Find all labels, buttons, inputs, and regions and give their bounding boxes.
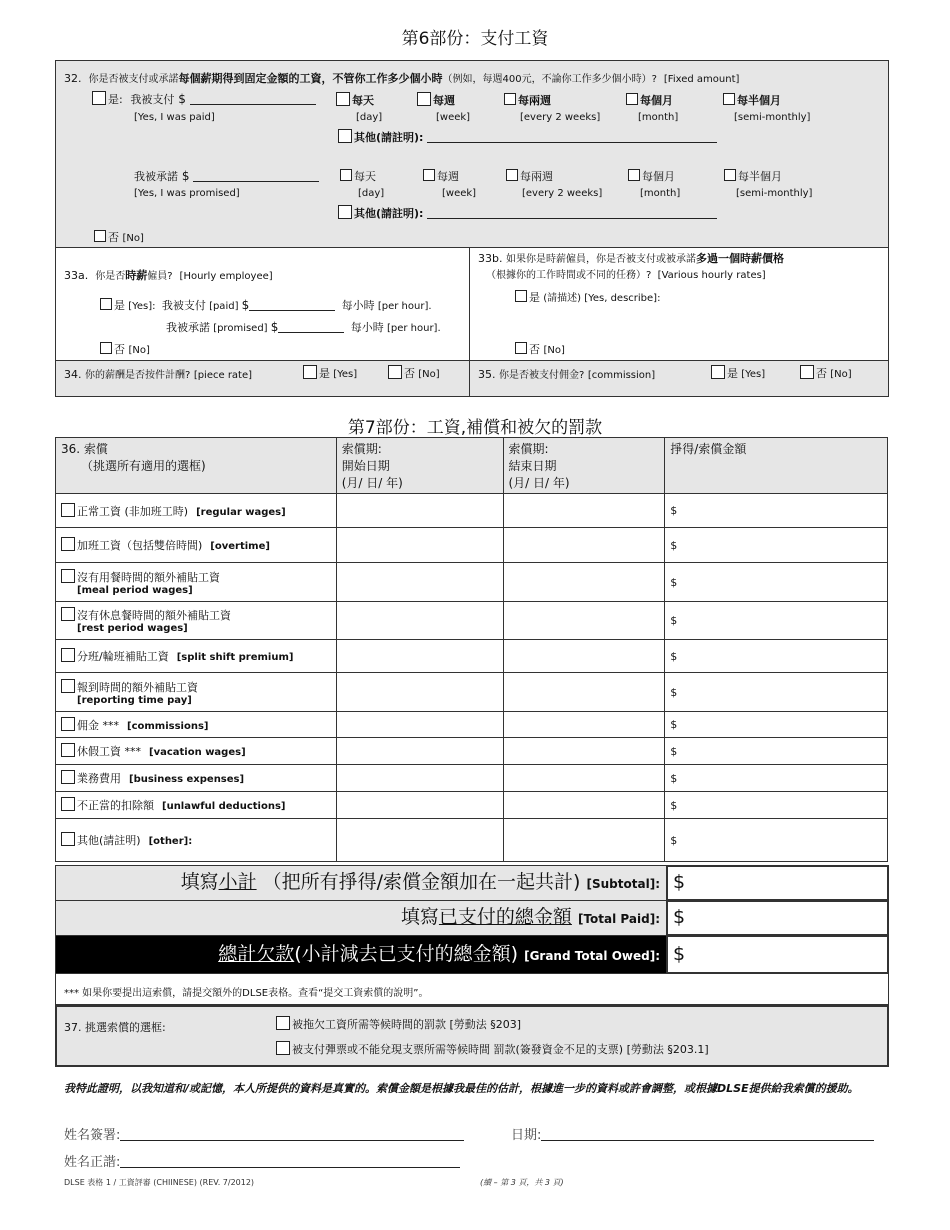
claim-checkbox[interactable]: [61, 743, 75, 757]
claim-row: [56, 602, 888, 640]
q32-prom-2weeks-checkbox[interactable]: [506, 169, 518, 181]
claim-type-label: 其他(請註明): [77, 834, 141, 847]
claims-header-end: 索償期: 結束日期 (月/ 日/ 年): [503, 438, 665, 494]
q32-paid-2weeks-en: [every 2 weeks]: [520, 112, 601, 123]
note-text: *** 如果你要提出這索償，請提交額外的DLSE表格。查看“提交工資索償的說明”。: [64, 988, 429, 999]
q33b-no: 否 [No]: [515, 341, 565, 357]
q32-paid-other: 其他(請註明):: [338, 129, 717, 145]
claim-start-date-cell[interactable]: [336, 563, 503, 602]
claim-type-label: 休假工資 ***: [77, 745, 141, 758]
q32-paid-month: 每個月: [626, 92, 673, 108]
claim-type-label: 沒有休息餐時間的額外補貼工資: [77, 609, 231, 622]
q33a-promised: 我被承諾 [promised] $ 每小時 [per hour].: [166, 320, 441, 334]
q32-prom-2weeks-en: [every 2 weeks]: [522, 188, 603, 199]
claim-amount-cell[interactable]: $: [665, 494, 888, 528]
claim-end-date-cell[interactable]: [503, 738, 665, 765]
claim-row: [56, 494, 888, 528]
q33a-no-checkbox[interactable]: [100, 342, 112, 354]
claim-start-date-cell[interactable]: [336, 819, 503, 862]
q32-prom-month-checkbox[interactable]: [628, 169, 640, 181]
footer-page: (續 – 第 3 頁，共 3 頁): [480, 1178, 564, 1187]
q32-paid-week-en: [week]: [436, 112, 471, 123]
claim-start-date-cell[interactable]: [336, 602, 503, 640]
claim-checkbox[interactable]: [61, 537, 75, 551]
q33b-no-checkbox[interactable]: [515, 342, 527, 354]
claim-end-date-cell[interactable]: [503, 792, 665, 819]
subtotal-label: 填寫小計 （把所有掙得/索償金額加在一起共計) [Subtotal]:: [180, 871, 660, 893]
q32-paid-other-checkbox[interactable]: [338, 129, 352, 143]
q32-paid-amount-field[interactable]: [190, 93, 316, 105]
q37-opt1: 被拖欠工資所需等候時間的罰款 [勞動法 §203]: [276, 1016, 521, 1032]
claim-type-label: 佣金 ***: [77, 718, 119, 732]
claim-start-date-cell[interactable]: [336, 528, 503, 563]
claim-amount-cell[interactable]: $: [665, 563, 888, 602]
claim-type-cell: [56, 738, 337, 765]
claim-row: [56, 640, 888, 673]
claim-type-en: [meal period wages]: [77, 584, 193, 596]
claim-type-en: [business expenses]: [129, 774, 245, 785]
q32-question: 32. 你是否被支付或承諾每個薪期得到固定金額的工資，不管你工作多少個小時（例如，每週400元，不論你工作多少個小時）? [Fixed amount]: [64, 72, 740, 85]
total-paid-value-box[interactable]: [666, 900, 889, 936]
q32-paid-day: 每天: [336, 92, 374, 108]
q32-paid-2weeks-checkbox[interactable]: [504, 93, 516, 105]
total-paid-label: 填寫已支付的總金額 [Total Paid]:: [400, 906, 660, 928]
q32-prom-2weeks: 每兩週: [506, 168, 553, 184]
print-name-field[interactable]: [120, 1154, 460, 1168]
claim-start-date-cell[interactable]: [336, 712, 503, 738]
claim-type-label: 報到時間的額外補貼工資: [77, 680, 198, 694]
q32-paid-month-checkbox[interactable]: [626, 93, 638, 105]
claim-checkbox[interactable]: [61, 797, 75, 811]
grand-total-dollar: $: [673, 943, 686, 965]
claim-end-date-cell[interactable]: [503, 494, 665, 528]
q32-prom-semimonthly: 每半個月: [724, 168, 782, 184]
q34-yes: 是 [Yes]: [303, 365, 357, 381]
claim-amount-cell[interactable]: $: [665, 819, 888, 862]
q32-prom-day-checkbox[interactable]: [340, 169, 352, 181]
claim-end-date-cell[interactable]: [503, 563, 665, 602]
claim-checkbox[interactable]: [61, 607, 75, 621]
claim-amount-cell[interactable]: $: [665, 640, 888, 673]
claim-checkbox[interactable]: [61, 770, 75, 784]
q32-no-checkbox[interactable]: [94, 230, 106, 242]
q32-yes-checkbox[interactable]: [92, 91, 106, 105]
q33b-question-2: （根據你的工作時間或不同的任務）? [Various hourly rates]: [486, 270, 766, 281]
claim-amount-cell[interactable]: $: [665, 712, 888, 738]
claim-type-label: 正常工資 (非加班工時): [77, 504, 189, 518]
claim-type-label: 分班/輪班補貼工資: [77, 650, 169, 663]
grand-total-label: 總計欠款(小計減去已支付的總金額) [Grand Total Owed]:: [218, 943, 660, 965]
q33a-paid-field[interactable]: [249, 299, 335, 311]
q32-prom-week: 每週: [423, 168, 459, 184]
claim-type-en: [regular wages]: [196, 506, 286, 518]
claim-row: [56, 738, 888, 765]
claim-type-cell: [56, 528, 337, 563]
footer-form-id: DLSE 表格 1 / 工資評審 (CHIINESE) (REV. 7/2012): [64, 1178, 255, 1187]
q37-opt1-checkbox[interactable]: [276, 1016, 290, 1030]
q32-prom-other: 其他(請註明):: [338, 205, 717, 221]
claim-checkbox[interactable]: [61, 717, 75, 731]
claims-header-type: 36. 索償 （挑選所有適用的選框): [56, 438, 337, 494]
claim-type-cell: [56, 494, 337, 528]
claim-end-date-cell[interactable]: [503, 765, 665, 792]
claim-type-en: [unlawful deductions]: [162, 801, 286, 812]
q32-promised-en: [Yes, I was promised]: [134, 188, 240, 199]
claim-type-en: [commissions]: [127, 720, 209, 732]
claim-type-label: 業務費用: [77, 772, 121, 785]
q32-paid-semimonthly: 每半個月: [723, 92, 781, 108]
q33a-question: 33a. 你是否時薪僱員? [Hourly employee]: [64, 269, 273, 282]
claim-type-cell: [56, 819, 337, 862]
claim-start-date-cell[interactable]: [336, 640, 503, 673]
q32-paid-en: [Yes, I was paid]: [134, 112, 215, 123]
claim-row: [56, 792, 888, 819]
q32-paid-month-en: [month]: [638, 112, 679, 123]
q32-yes-paid-row: 是: 我被支付 $: [92, 91, 316, 107]
q32-promised-row: 我被承諾 $: [134, 168, 319, 184]
q32-prom-month-en: [month]: [640, 188, 681, 199]
q33a-yes-paid: 是 [Yes]: 我被支付 [paid] $ 每小時 [per hour].: [100, 297, 432, 313]
claims-header-amount: 掙得/索償金額: [665, 438, 888, 494]
q37-label: 37. 挑選索償的選框:: [64, 1021, 166, 1034]
print-name-row: 姓名正諧:: [64, 1151, 460, 1170]
claim-end-date-cell[interactable]: [503, 640, 665, 673]
claim-amount-cell[interactable]: $: [665, 792, 888, 819]
q35-no-checkbox[interactable]: [800, 365, 814, 379]
signature-row: 姓名簽署:: [64, 1124, 464, 1143]
claim-type-en: [overtime]: [210, 541, 270, 552]
q32-prom-other-field[interactable]: [427, 207, 717, 219]
claim-end-date-cell[interactable]: [503, 712, 665, 738]
q32-paid-day-checkbox[interactable]: [336, 92, 350, 106]
claim-type-label: 沒有用餐時間的額外補貼工資: [77, 570, 220, 584]
claim-start-date-cell[interactable]: [336, 494, 503, 528]
claim-amount-cell[interactable]: $: [665, 528, 888, 563]
claim-start-date-cell[interactable]: [336, 673, 503, 712]
claim-type-en: [vacation wages]: [149, 747, 246, 758]
claim-amount-cell[interactable]: $: [665, 738, 888, 765]
part6-title: 第6部份：支付工資: [401, 29, 549, 49]
claim-type-cell: [56, 673, 337, 712]
claim-end-date-cell[interactable]: [503, 819, 665, 862]
claim-start-date-cell[interactable]: [336, 792, 503, 819]
q37-section: [55, 1005, 889, 1067]
claim-checkbox[interactable]: [61, 679, 75, 693]
q35-question: 35. 你是否被支付佣金? [commission]: [478, 368, 656, 381]
subtotal-dollar: $: [673, 871, 686, 893]
q32-prom-day-en: [day]: [358, 188, 385, 199]
q32-promised-amount-field[interactable]: [193, 170, 319, 182]
claim-start-date-cell[interactable]: [336, 738, 503, 765]
date-row: 日期:: [511, 1124, 874, 1143]
q32-prom-other-checkbox[interactable]: [338, 205, 352, 219]
claim-type-cell: [56, 640, 337, 673]
q32-prom-week-en: [week]: [442, 188, 477, 199]
claim-start-date-cell[interactable]: [336, 765, 503, 792]
q32-prom-month: 每個月: [628, 168, 675, 184]
q35-yes-checkbox[interactable]: [711, 365, 725, 379]
claims-table: [55, 437, 888, 862]
claim-type-cell: [56, 563, 337, 602]
claim-amount-cell[interactable]: $: [665, 765, 888, 792]
q32-paid-2weeks: 每兩週: [504, 92, 551, 108]
q34-yes-checkbox[interactable]: [303, 365, 317, 379]
claim-row: [56, 765, 888, 792]
part7-title: 第7部份：工資,補償和被欠的罰款: [347, 418, 603, 438]
claim-type-en: [other]:: [148, 836, 193, 847]
q33b-question: 33b. 如果你是時薪僱員，你是否被支付或被承諾多過一個時薪價格: [478, 252, 784, 265]
total-paid-dollar: $: [673, 906, 686, 928]
claim-type-cell: [56, 602, 337, 640]
q33b-yes: 是 (請描述) [Yes, describe]:: [515, 289, 660, 305]
date-field[interactable]: [541, 1127, 874, 1141]
q32-paid-week: 每週: [417, 92, 455, 108]
claim-checkbox[interactable]: [61, 832, 75, 846]
q32-paid-week-checkbox[interactable]: [417, 92, 431, 106]
claim-end-date-cell[interactable]: [503, 528, 665, 563]
q33b-yes-checkbox[interactable]: [515, 290, 527, 302]
claim-type-en: [reporting time pay]: [77, 694, 192, 706]
signature-field[interactable]: [120, 1127, 464, 1141]
q33a-promised-field[interactable]: [278, 321, 344, 333]
q32-paid-semimonthly-en: [semi-monthly]: [734, 112, 811, 123]
q37-opt2: 被支付彈票或不能兌現支票所需等候時間 罰款(簽發資金不足的支票) [勞動法 §203.1]: [276, 1041, 709, 1057]
claim-end-date-cell[interactable]: [503, 673, 665, 712]
claim-type-cell: [56, 792, 337, 819]
q34-no: 否 [No]: [388, 365, 440, 381]
grand-total-value-box[interactable]: [666, 935, 889, 974]
claim-type-label: 加班工資（包括雙倍時間): [77, 539, 203, 552]
claim-row: [56, 819, 888, 862]
claims-header-start: 索償期: 開始日期 (月/ 日/ 年): [336, 438, 503, 494]
claim-row: [56, 712, 888, 738]
claim-checkbox[interactable]: [61, 503, 75, 517]
q34-question: 34. 你的薪酬是否按件計酬? [piece rate]: [64, 368, 253, 381]
subtotal-value-box[interactable]: [666, 865, 889, 901]
q32-paid-semimonthly-checkbox[interactable]: [723, 93, 735, 105]
claim-type-cell: [56, 765, 337, 792]
claim-checkbox[interactable]: [61, 648, 75, 662]
q32-prom-day: 每天: [340, 168, 376, 184]
q35-yes: 是 [Yes]: [711, 365, 765, 381]
q32-prom-week-checkbox[interactable]: [423, 169, 435, 181]
q33a-no: 否 [No]: [100, 341, 150, 357]
claim-type-cell: [56, 712, 337, 738]
claim-type-en: [rest period wages]: [77, 623, 188, 634]
claim-type-en: [split shift premium]: [176, 652, 294, 663]
claims-header-row: [56, 438, 888, 494]
claim-row: [56, 528, 888, 563]
claim-end-date-cell[interactable]: [503, 602, 665, 640]
q32-paid-day-en: [day]: [356, 112, 383, 123]
q35-no: 否 [No]: [800, 365, 852, 381]
claim-amount-cell[interactable]: $: [665, 673, 888, 712]
claim-row: [56, 673, 888, 712]
claim-type-label: 不正當的扣除額: [77, 799, 154, 812]
certification-text: 我特此證明，以我知道和/或記憶，本人所提供的資料是真實的。索償金額是根據我最佳的估計，根據進一步的資料或許會調整，或根據DLSE提供給我索償的援助。: [64, 1082, 859, 1095]
q32-no: 否 [No]: [94, 229, 144, 245]
q33a-yes-checkbox[interactable]: [100, 298, 112, 310]
q32-paid-other-field[interactable]: [427, 131, 717, 143]
claim-checkbox[interactable]: [61, 569, 75, 583]
q37-opt2-checkbox[interactable]: [276, 1041, 290, 1055]
claim-amount-cell[interactable]: $: [665, 602, 888, 640]
claim-row: [56, 563, 888, 602]
q32-prom-semimonthly-en: [semi-monthly]: [736, 188, 813, 199]
q32-prom-semimonthly-checkbox[interactable]: [724, 169, 736, 181]
q34-no-checkbox[interactable]: [388, 365, 402, 379]
